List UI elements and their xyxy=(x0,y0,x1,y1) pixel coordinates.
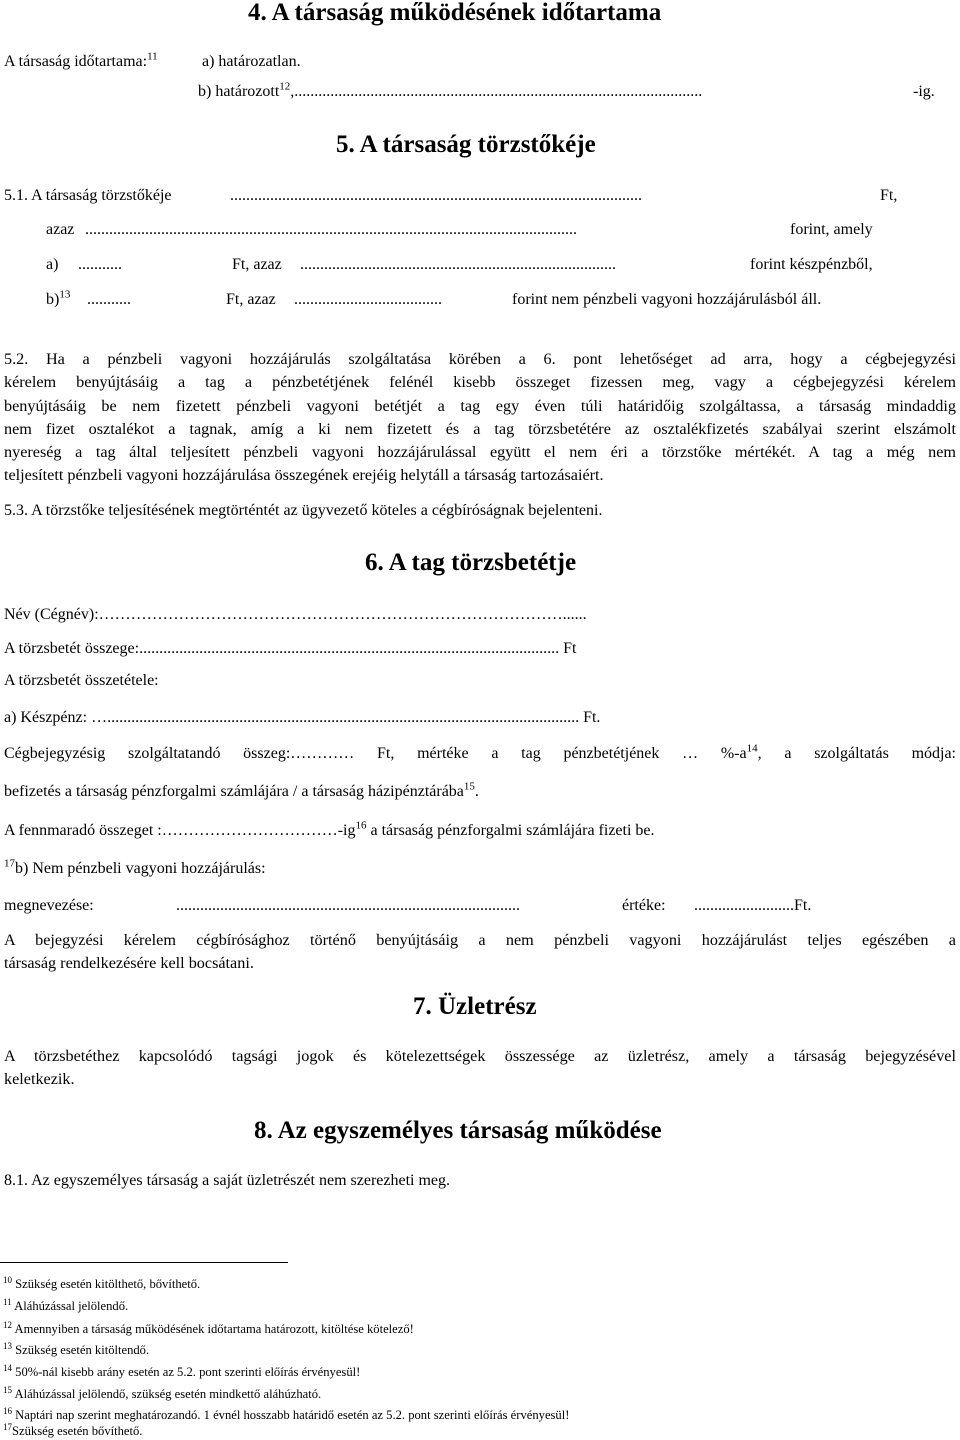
capital-unit: Ft, xyxy=(880,187,898,204)
section-7-title: 7. Üzletrész xyxy=(413,993,537,1020)
footnote-separator xyxy=(0,1262,288,1263)
cash-words-field: ............................................................................... xyxy=(300,256,616,273)
text-line: A bejegyzési kérelem cégbírósághoz történő benyújtásáig a nem pénzbeli vagyoni hozzájárulást teljes egészében a xyxy=(4,931,956,949)
footnote-ref: 14 xyxy=(746,742,758,755)
noncash-marker: b)$^{13}$ xyxy=(46,288,71,308)
capital-words-label: azaz xyxy=(46,221,75,238)
section-4-title: 4. A társaság működésének időtartama xyxy=(248,0,662,26)
noncash-value-field: .........................Ft. xyxy=(694,897,812,914)
cash-amount-field: ........... xyxy=(78,256,122,273)
footnote: $^{12}$ Amennyiben a társaság működésének időtartama határozott, kitöltése kötelező! xyxy=(3,1319,414,1336)
footnote: $^{11}$ Aláhúzással jelölendő. xyxy=(3,1296,129,1313)
cash-marker: a) xyxy=(46,256,59,273)
duration-label: A társaság időtartama:$^{11}$ xyxy=(4,50,158,70)
noncash-contribution-label: $^{17}$b) Nem pénzbeli vagyoni hozzájárulás: xyxy=(4,857,266,877)
cash-field: a) Készpénz: …...................................................................................................................... Ft. xyxy=(4,709,601,726)
footnote: $^{14}$ 50%-nál kisebb arány esetén az 5.2. pont szerinti előírás érvényesül! xyxy=(3,1362,361,1379)
section-6-title: 6. A tag törzsbetétje xyxy=(365,549,577,576)
noncash-mid-label: Ft, azaz xyxy=(226,291,276,308)
contribution-amount-field: A törzsbetét összege:......................................................................................................... Ft xyxy=(4,640,577,657)
footnote: $^{10}$ Szükség esetén kitölthető, bővíthető. xyxy=(3,1274,201,1291)
section-8-title: 8. Az egyszemélyes társaság működése xyxy=(254,1117,662,1144)
remaining-amount-line: A fennmaradó összeget $:\dots\dots\dots\dots\dots\dots\dots\dots\dots\dots\dots-ig^{16}$ a társaság pénzforgalmi számlájára fizeti be. xyxy=(4,819,655,839)
noncash-value-label: értéke: xyxy=(622,897,666,914)
payment-method-line: befizetés a társaság pénzforgalmi számlájára / a társaság házipénztárába$^{15}$. xyxy=(4,780,479,800)
cash-mid-label: Ft, azaz xyxy=(232,256,282,273)
text-line: A törzsbetéthez kapcsolódó tagsági jogok és kötelezettségek összessége az üzletrész, amely a társaság bejegyzésével xyxy=(4,1047,956,1065)
cash-unit: forint készpénzből, xyxy=(750,256,873,273)
section-7-paragraph xyxy=(4,1045,956,1092)
footnote-ref: 17 xyxy=(4,857,15,870)
text-line: kérelem benyújtásáig a tag a pénzbetétjének felénél kisebb összeget fizessen meg, vagy a cégbejegyzési kérelem xyxy=(4,373,956,392)
contribution-composition-label: A törzsbetét összetétele: xyxy=(4,672,159,689)
duration-option-definite: b) határozott$^{12}$,...................................................................................................... xyxy=(198,80,703,100)
paragraph-5-3: 5.3. A törzstőke teljesítésének megtörténtét az ügyvezető köteles a cégbíróságnak bejelenteni. xyxy=(4,502,603,519)
text-line: teljesített pénzbeli vagyoni hozzájárulása összegének erejéig helytáll a társaság tartozásaiért. xyxy=(4,466,604,485)
text-line: nyereség a tag által teljesített pénzbeli vagyoni hozzájárulással együtt el nem éri a törzstőke mértékét. A tag a még nem xyxy=(4,443,956,462)
noncash-words-field: ..................................... xyxy=(294,291,442,308)
footnote-ref: 16 xyxy=(355,819,367,832)
footnote: $^{16}$ Naptári nap szerint meghatározandó. 1 évnél hosszabb határidő esetén az 5.2. pont szerinti előírás érvényesül! xyxy=(3,1405,570,1422)
section-5-title: 5. A társaság törzstőkéje xyxy=(336,131,596,158)
noncash-name-field: ...................................................................................... xyxy=(176,897,520,914)
capital-words-unit: forint, amely xyxy=(790,221,873,238)
duration-option-indefinite: a) határozatlan. xyxy=(202,53,301,70)
footnote: $^{15}$ Aláhúzással jelölendő, szükség esetén mindkettő aláhúzható. xyxy=(3,1384,322,1401)
text-line: társaság rendelkezésére kell bocsátani. xyxy=(4,954,254,973)
footnote: $^{13}$ Szükség esetén kitöltendő. xyxy=(3,1340,150,1357)
footnote-ref: 13 xyxy=(59,288,71,301)
noncash-amount-field: ........... xyxy=(87,291,131,308)
member-name-field: Név (Cégnév):……………………………………………………………………………...... xyxy=(4,606,587,623)
capital-words-field: ........................................................................................................................... xyxy=(85,221,577,238)
footnote: $^{17}$Szükség esetén bővíthető. xyxy=(3,1421,143,1438)
registration-amount-line: Cégbejegyzésig szolgáltatandó összeg:………… Ft, mértéke a tag pénzbetétjének … $\%-a^{14}$, a szolgáltatás módja: xyxy=(4,742,957,762)
paragraph-5-2 xyxy=(4,348,956,488)
duration-suffix: -ig. xyxy=(913,83,935,100)
capital-amount-field: ....................................................................................................... xyxy=(230,187,642,204)
paragraph-8-1: 8.1. Az egyszemélyes társaság a saját üzletrészét nem szerezheti meg. xyxy=(4,1172,451,1189)
footnote-ref: 12 xyxy=(279,80,291,93)
noncash-unit: forint nem pénzbeli vagyoni hozzájárulásból áll. xyxy=(512,291,822,308)
text-line: nem fizet osztalékot a tagnak, amíg a ki nem fizetett és a tag törzsbetétére az osztalékfizetés szabályai szerint elszámolt xyxy=(4,419,956,438)
registration-paragraph xyxy=(4,929,956,976)
noncash-name-label: megnevezése: xyxy=(4,897,94,914)
capital-label: 5.1. A társaság törzstőkéje xyxy=(4,187,172,204)
text-line: benyújtásáig be nem fizetett pénzbeli vagyoni betétjét a tag egy éven túli határidőig szolgáltassa, a társaság mindaddig xyxy=(4,396,956,415)
footnote-ref: 15 xyxy=(463,780,475,793)
text-line: keletkezik. xyxy=(4,1070,75,1089)
text-line: 5.2. Ha a pénzbeli vagyoni hozzájárulás szolgáltatása körében a 6. pont lehetőséget ad arra, hogy a cégbejegyzési xyxy=(4,350,956,368)
footnote-ref: 11 xyxy=(147,50,158,63)
